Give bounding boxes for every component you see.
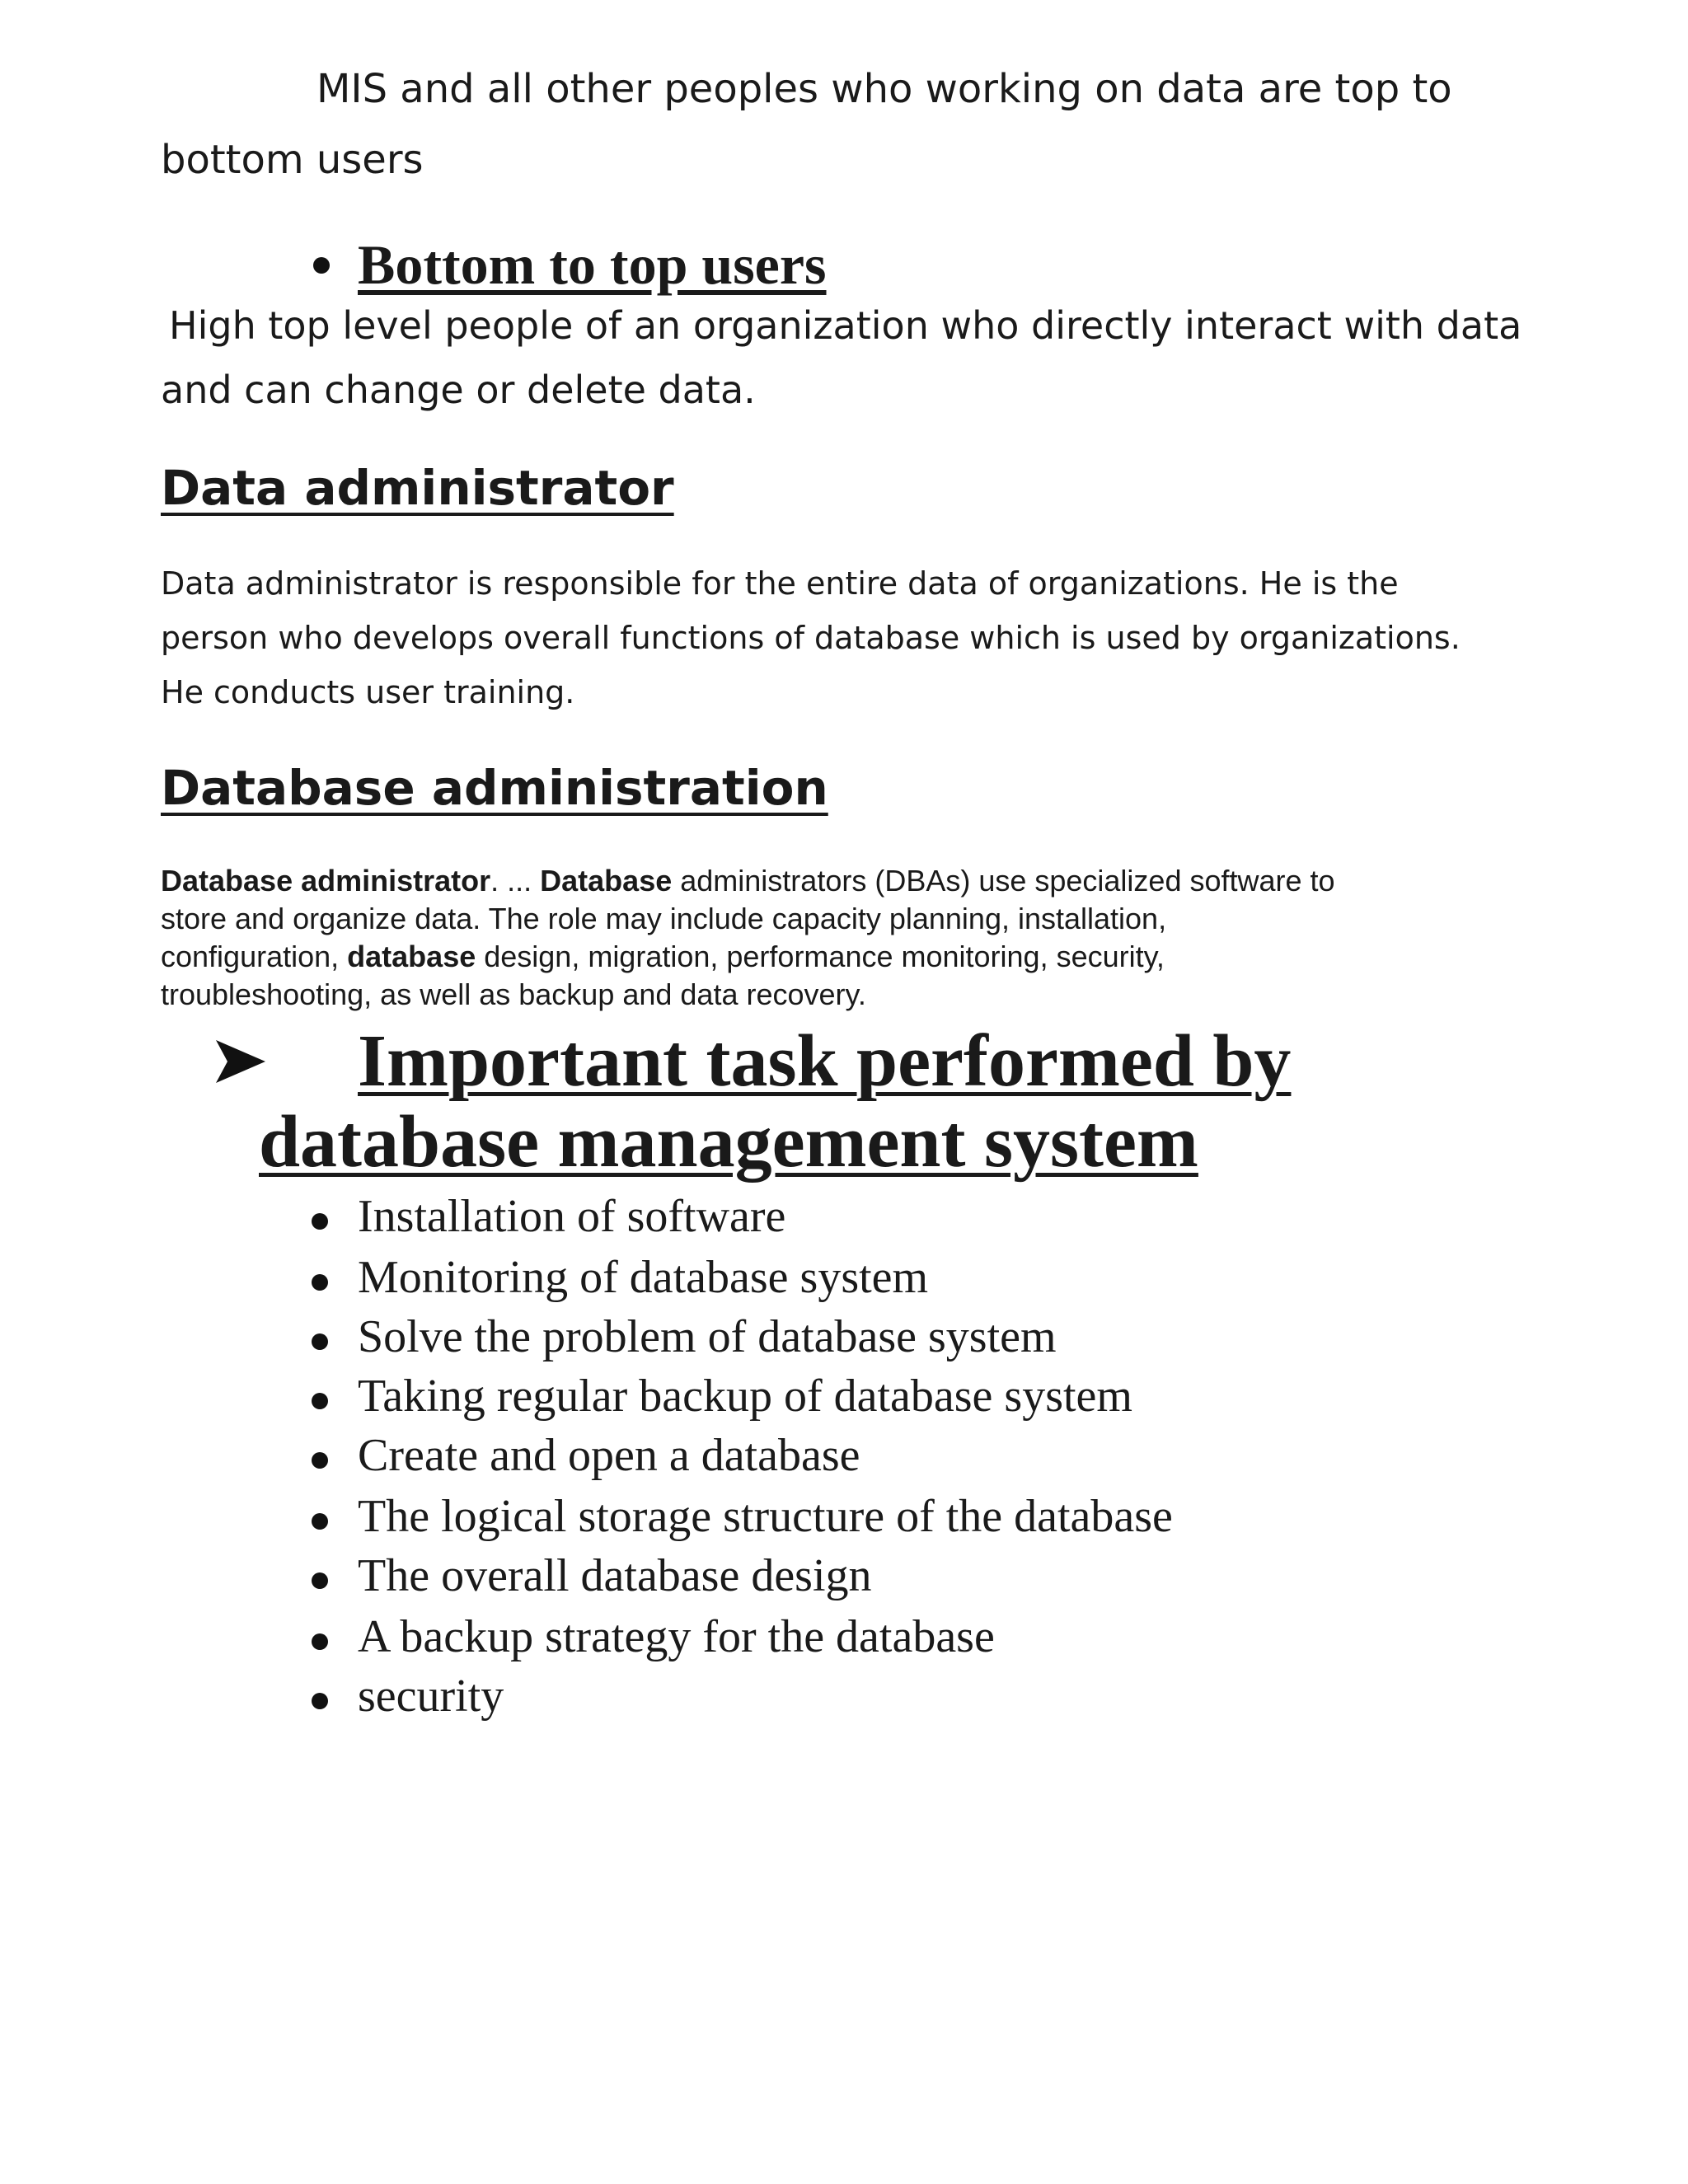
bottom-to-top-heading: Bottom to top users (358, 233, 827, 296)
db-admin-line-3 (161, 940, 1165, 974)
db-admin-line-3-start: configuration, (161, 940, 348, 973)
bullet-dot-icon (312, 1572, 328, 1589)
db-admin-term: Database administrator (161, 864, 491, 898)
data-admin-line-1: Data administrator is responsible for the entire data of organizations. He is the (161, 565, 1399, 602)
intro-line-1: MIS and all other peoples who working on data are top to (316, 66, 1452, 112)
db-admin-term-2: Database (540, 864, 673, 898)
task-item: The logical storage structure of the database (358, 1491, 1173, 1542)
bullet-dot-icon (312, 1393, 328, 1409)
bottom-to-top-line-1: High top level people of an organization who directly interact with data (169, 303, 1522, 348)
task-item: Installation of software (358, 1191, 786, 1242)
data-admin-heading: Data administrator (161, 460, 674, 516)
db-admin-ellipsis: . ... (490, 864, 541, 898)
db-admin-line-1 (161, 864, 1335, 898)
db-admin-term-3: database (347, 940, 476, 973)
arrow-bullet-icon (216, 1040, 265, 1083)
db-admin-line-3-rest: design, migration, performance monitoring, security, (476, 940, 1165, 973)
bullet-dot-icon (313, 257, 330, 274)
bullet-dot-icon (312, 1633, 328, 1650)
task-item: Solve the problem of database system (358, 1311, 1057, 1362)
bullet-dot-icon (312, 1213, 328, 1230)
bullet-dot-icon (312, 1274, 328, 1291)
db-admin-line-2: store and organize data. The role may include capacity planning, installation, (161, 902, 1167, 935)
task-item: security (358, 1671, 504, 1722)
bullet-dot-icon (312, 1452, 328, 1469)
bullet-dot-icon (312, 1333, 328, 1350)
tasks-heading-line-1: Important task performed by (358, 1020, 1292, 1102)
task-item: A backup strategy for the database (358, 1611, 995, 1662)
tasks-heading-line-2: database management system (259, 1101, 1198, 1183)
bullet-dot-icon (312, 1693, 328, 1709)
db-admin-heading: Database administration (161, 760, 828, 816)
db-admin-line-4: troubleshooting, as well as backup and data recovery. (161, 977, 866, 1011)
intro-line-2: bottom users (161, 137, 424, 183)
task-item: The overall database design (358, 1550, 872, 1601)
task-item: Monitoring of database system (358, 1252, 929, 1303)
task-item: Taking regular backup of database system (358, 1371, 1132, 1422)
bottom-to-top-line-2: and can change or delete data. (161, 368, 756, 412)
data-admin-line-2: person who develops overall functions of database which is used by organizations. (161, 620, 1461, 656)
data-admin-line-3: He conducts user training. (161, 674, 575, 710)
bullet-dot-icon (312, 1513, 328, 1530)
task-item: Create and open a database (358, 1430, 860, 1481)
db-admin-line-1-rest: administrators (DBAs) use specialized software to (672, 864, 1335, 898)
